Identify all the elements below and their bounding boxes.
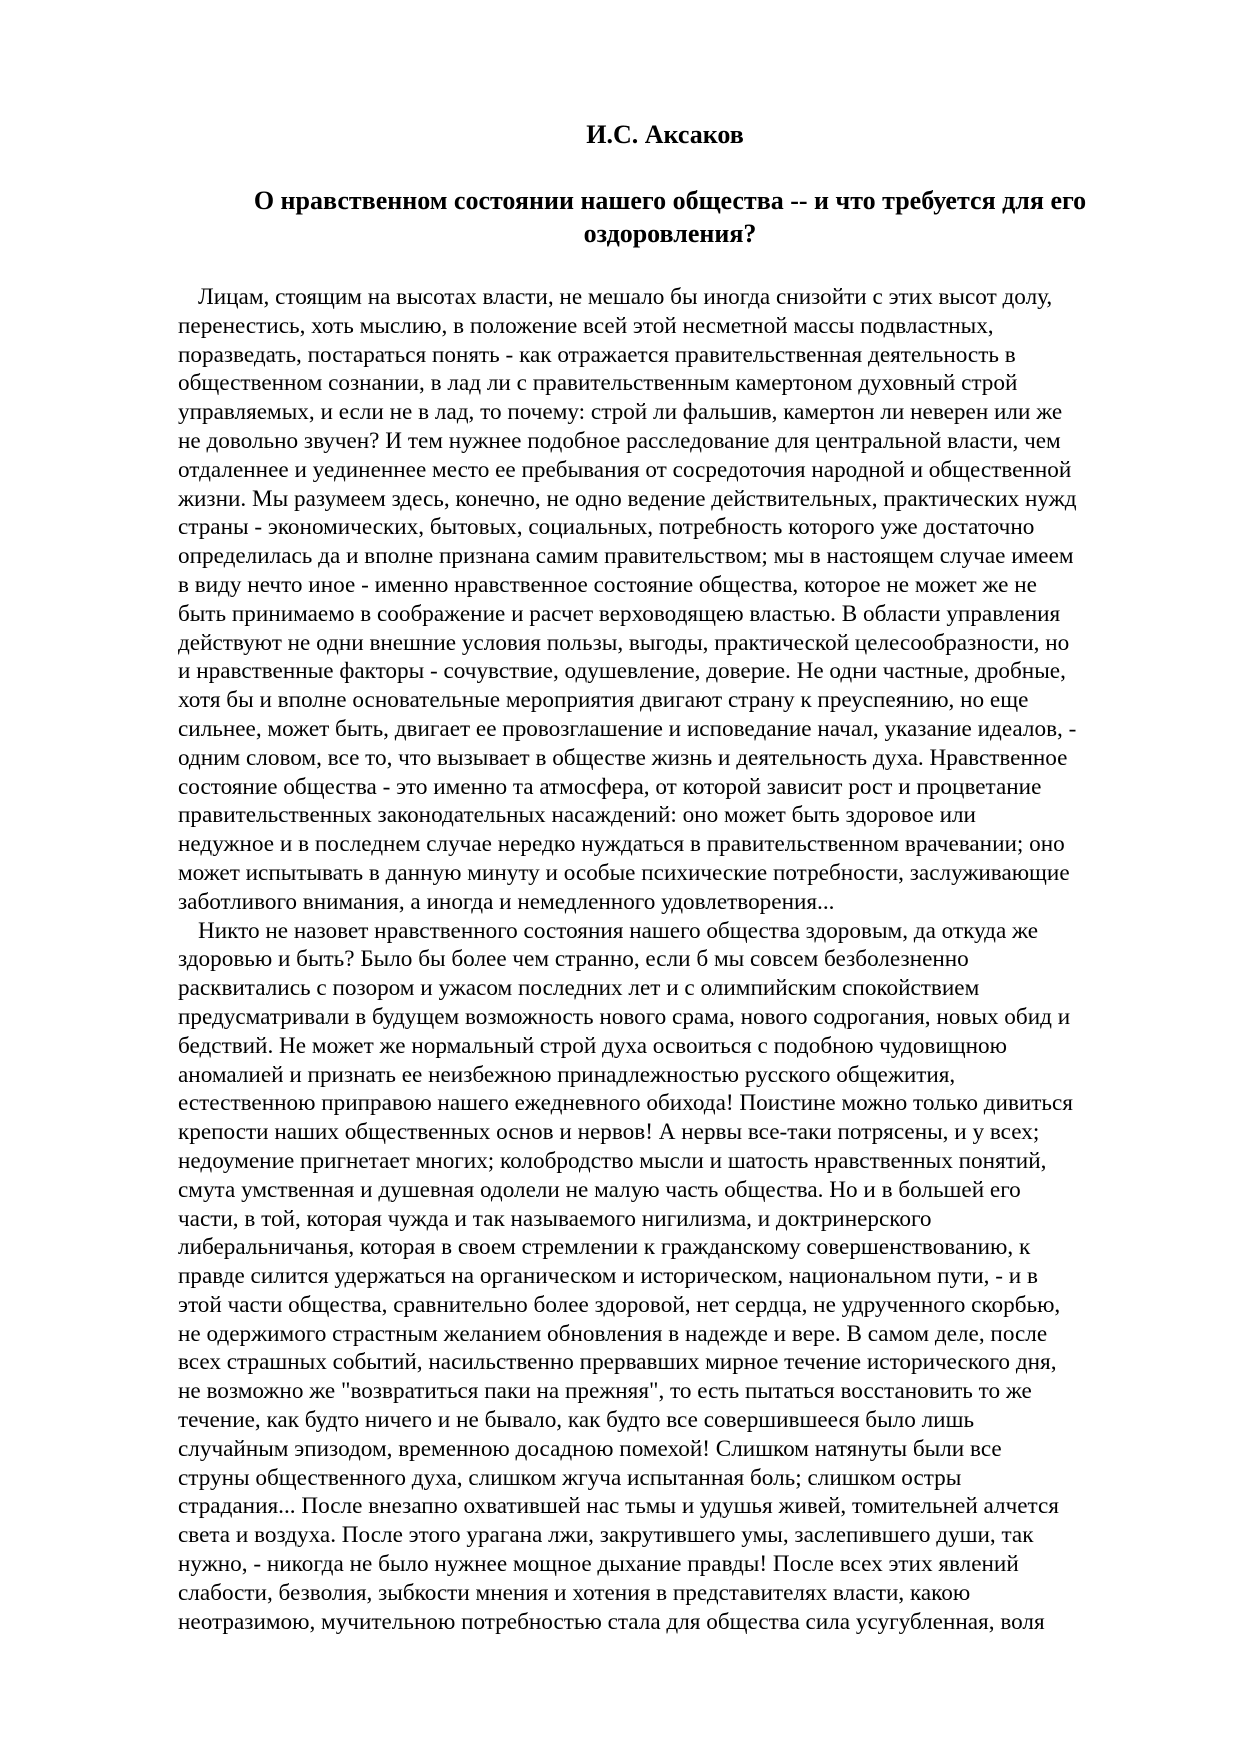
text-line: управляемых, и если не в лад, то почему: строй ли фальшив, камертон ли неверен или же	[178, 399, 1063, 426]
document-title	[175, 184, 1165, 250]
text-line: струны общественного духа, слишком жгуча испытанная боль; слишком остры	[178, 1464, 962, 1491]
text-line: состояние общества - это именно та атмосфера, от которой зависит рост и процветание	[178, 773, 1042, 800]
text-line: и нравственные факторы - сочувствие, одушевление, доверие. Не одни частные, дробные,	[178, 658, 1066, 685]
text-line: смута умственная и душевная одолели не малую часть общества. Но и в большей его	[178, 1176, 1021, 1203]
text-line: части, в той, которая чужда и так называемого нигилизма, и доктринерского	[178, 1205, 932, 1232]
text-line: всех страшных событий, насильственно прервавших мирное течение исторического дня,	[178, 1349, 1057, 1376]
text-line: либеральничанья, которая в своем стремлении к гражданскому совершенствованию, к	[178, 1234, 1031, 1261]
text-line: быть принимаемо в соображение и расчет верховодящею властью. В области управления	[178, 600, 1061, 627]
text-line: Лицам, стоящим на высотах власти, не мешало бы иногда снизойти с этих высот долу,	[198, 284, 1053, 310]
text-line: крепости наших общественных основ и нервов! А нервы все-таки потрясены, и у всех;	[178, 1119, 1040, 1146]
paragraph-1	[178, 283, 1168, 917]
text-line: поразведать, постараться понять - как отражается правительственная деятельность в	[178, 341, 1016, 368]
text-line: этой части общества, сравнительно более здоровой, нет сердца, не удрученного скорбью,	[178, 1291, 1061, 1318]
text-line: неотразимою, мучительною потребностью стала для общества сила усугубленная, воля	[178, 1608, 1045, 1635]
text-line: правде силится удержаться на органическом и историческом, национальном пути, - и в	[178, 1263, 1038, 1290]
text-line: в виду нечто иное - именно нравственное состояние общества, которое не может же не	[178, 571, 1037, 598]
text-line: случайным эпизодом, временною досадною помехой! Слишком натянуты были все	[178, 1435, 1002, 1462]
title-line: оздоровления?	[583, 219, 757, 248]
text-line: заботливого внимания, а иногда и немедленного удовлетворения...	[178, 888, 835, 915]
text-line: сильнее, может быть, двигает ее провозглашение и исповедание начал, указание идеалов, -	[178, 715, 1077, 742]
text-line: предусматривали в будущем возможность нового срама, нового содрогания, новых обид и	[178, 1003, 1071, 1030]
text-line: определилась да и вполне признана самим правительством; мы в настоящем случае имеем	[178, 543, 1074, 570]
text-line: течение, как будто ничего и не бывало, как будто все совершившееся было лишь	[178, 1407, 975, 1434]
text-line: перенестись, хоть мыслию, в положение всей этой несметной массы подвластных,	[178, 312, 994, 339]
text-line: одним словом, все то, что вызывает в обществе жизнь и деятельность духа. Нравственное	[178, 744, 1068, 771]
text-line: может испытывать в данную минуту и особые психические потребности, заслуживающие	[178, 859, 1070, 886]
text-line: хотя бы и вполне основательные мероприятия двигают страну к преуспеянию, но еще	[178, 687, 1029, 714]
text-line: страны - экономических, бытовых, социальных, потребность которого уже достаточно	[178, 514, 1035, 541]
title-line: О нравственном состоянии нашего общества -- и что требуется для его	[253, 186, 1087, 215]
text-line: не одержимого страстным желанием обновления в надежде и вере. В самом деле, после	[178, 1320, 1048, 1347]
text-line: действуют не одни внешние условия пользы, выгоды, практической целесообразности, но	[178, 629, 1070, 656]
text-line: аномалией и признать ее неизбежною принадлежностью русского общежития,	[178, 1061, 956, 1088]
text-line: жизни. Мы разумеем здесь, конечно, не одно ведение действительных, практических нужд	[178, 485, 1077, 512]
text-line: правительственных законодательных насаждений: оно может быть здоровое или	[178, 802, 976, 829]
text-line: страдания... После внезапно охватившей нас тьмы и удушья живей, томительней алчется	[178, 1493, 1059, 1520]
text-line: расквитались с позором и ужасом последних лет и с олимпийским спокойствием	[178, 975, 980, 1002]
text-line: бедствий. Не может же нормальный строй духа освоиться с подобною чудовищною	[178, 1032, 1007, 1059]
body-text	[178, 283, 1168, 1636]
paragraph-2	[178, 917, 1168, 1637]
text-line: общественном сознании, в лад ли с правительственным камертоном духовный строй	[178, 370, 1018, 397]
text-line: здоровью и быть? Было бы более чем странно, если б мы совсем безболезненно	[178, 946, 969, 973]
text-line: недужное и в последнем случае нередко нуждаться в правительственном врачевании; оно	[178, 831, 1065, 858]
text-line: не возможно же "возвратиться паки на прежняя", то есть пытаться восстановить то же	[178, 1378, 1032, 1405]
text-line: Никто не назовет нравственного состояния нашего общества здоровым, да откуда же	[198, 917, 1039, 944]
text-line: отдаленнее и уединеннее место ее пребывания от сосредоточия народной и общественной	[178, 456, 1072, 483]
text-line: естественною приправою нашего ежедневного обихода! Поистине можно только дивиться	[178, 1090, 1073, 1117]
text-line: света и воздуха. После этого урагана лжи, закрутившего умы, заслепившего души, так	[178, 1522, 1034, 1549]
text-line: недоумение пригнетает многих; колобродство мысли и шатость нравственных понятий,	[178, 1147, 1047, 1174]
text-line: не довольно звучен? И тем нужнее подобное расследование для центральной власти, чем	[178, 427, 1061, 454]
author-name: И.С. Аксаков	[586, 120, 744, 149]
text-line: нужно, - никогда не было нужнее мощное дыхание правды! После всех этих явлений	[178, 1551, 1019, 1578]
text-line: слабости, безволия, зыбкости мнения и хотения в представителях власти, какою	[178, 1579, 971, 1606]
